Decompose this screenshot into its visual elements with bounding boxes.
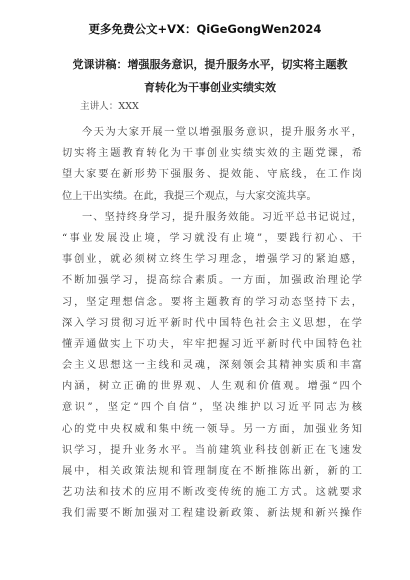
title-line-2: 育转化为干事创业实绩实效 [144,81,276,94]
body-line: 会主义思想这一主线和灵魂，深刻领会其精神实质和丰富 [62,360,362,372]
body-line: 位上干出实绩。在此，我提三个观点，与大家交流共享。 [62,190,317,202]
body-line: 深入学习贯彻习近平新时代中国特色社会主义思想，在学 [62,317,362,329]
body-line: 事创业，就必须树立终生学习理念，增强学习的紧迫感， [62,254,362,266]
body-line: 我们需要不断加强对工程建设新政策、新法规和新兴操作 [62,508,362,520]
body-line: 懂弄通做实上下功夫，牢牢把握习近平新时代中国特色社 [62,338,362,350]
promo-banner: 更多免费公文+VX：QiGeGongWen2024 [88,22,322,36]
body-line: 识学习，提升业务水平。当前建筑业科技创新正在飞速发 [62,444,362,456]
body-line: 不断加强学习，提高综合素质。一方面，加强政治理论学 [62,275,362,287]
document-body [62,122,362,525]
speaker-line: 主讲人：XXX [80,101,139,112]
body-line: 展中，相关政策法规和管理制度在不断推陈出新，新的工 [62,466,362,477]
body-line: “事业发展没止境，学习就没有止境”，要践行初心、干 [62,232,362,244]
body-line: 切实将主题教育转化为干事创业实绩实效的主题党课，希 [62,148,362,160]
body-line: 今天为大家开展一堂以增强服务意识，提升服务水平， [82,127,362,138]
body-line: 习，坚定理想信念。要将主题教育的学习动态坚持下去， [62,296,362,308]
document-title [62,53,358,99]
body-line: 艺功法和技术的应用不断改变传统的施工方式。这就要求 [62,487,362,499]
body-line: 心的党中央权威和集中统一领导。另一方面，加强业务知 [62,423,362,435]
body-line: 一、坚持终身学习，提升服务效能。习近平总书记说过， [82,211,362,223]
body-line: 望大家要在新形势下强服务、提效能、守底线，在工作岗 [62,169,362,181]
title-line-1: 党课讲稿：增强服务意识，提升服务水平，切实将主题教 [72,58,348,71]
body-line: 内涵，树立正确的世界观、人生观和价值观。增强“四个 [62,381,362,393]
body-line: 意识”，坚定“四个自信”，坚决维护以习近平同志为核 [62,402,362,414]
